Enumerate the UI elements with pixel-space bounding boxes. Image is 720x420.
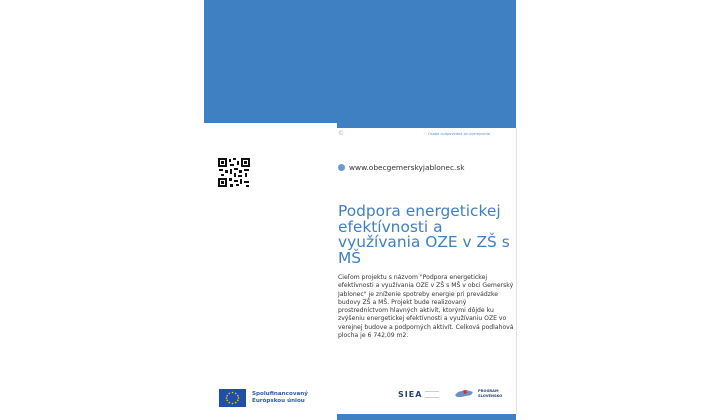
footer-blue-bar — [337, 414, 516, 420]
eu-flag-icon — [219, 389, 246, 407]
program-slovensko-logo — [454, 389, 502, 398]
copyright-mark: © — [338, 130, 344, 137]
responsible-person-label: Osoba zodpovedná za uverejnenie — [428, 132, 491, 136]
siea-subtitle-lines — [425, 391, 439, 398]
page-right-border — [516, 128, 517, 414]
eu-cofinanced-logo — [219, 389, 308, 407]
project-title: Podpora energetickej efektívnosti a využívania OZE v ZŠ s MŠ — [338, 202, 510, 267]
program-text-line1: PROGRAM — [478, 389, 499, 394]
slovakia-map-icon — [454, 389, 474, 398]
website-link[interactable] — [338, 163, 465, 172]
eu-text-line2: Európskou úniou — [252, 398, 305, 404]
header-blue-block-right — [337, 0, 516, 128]
program-text-line2: SLOVENSKO — [478, 393, 503, 398]
siea-wordmark: SIEA — [398, 390, 423, 399]
website-url: www.obecgemerskyjablonec.sk — [349, 163, 465, 172]
globe-icon — [338, 164, 345, 171]
qr-code[interactable] — [217, 157, 251, 188]
eu-text-line1: Spolufinancovaný — [252, 390, 308, 397]
siea-logo — [398, 390, 439, 399]
header-blue-block-left — [204, 0, 337, 123]
project-description: Cieľom projektu s názvom "Podpora energetickej efektívnosti a využívania OZE v ZŠ s MŠ v obci Gemerský Jablonec" je zníženie spotreby energie pri prevádzke budovy ZŠ a MŠ. Projekt bude realizovaný prostredníctvom hlavných aktivít, ktorými dôjde ku zvýšeniu energetickej efektívnosti a využívaniu OZE vo verejnej budove a podporných aktivít. Celková podlahová plocha je 6 742,09 m2. — [338, 274, 514, 340]
